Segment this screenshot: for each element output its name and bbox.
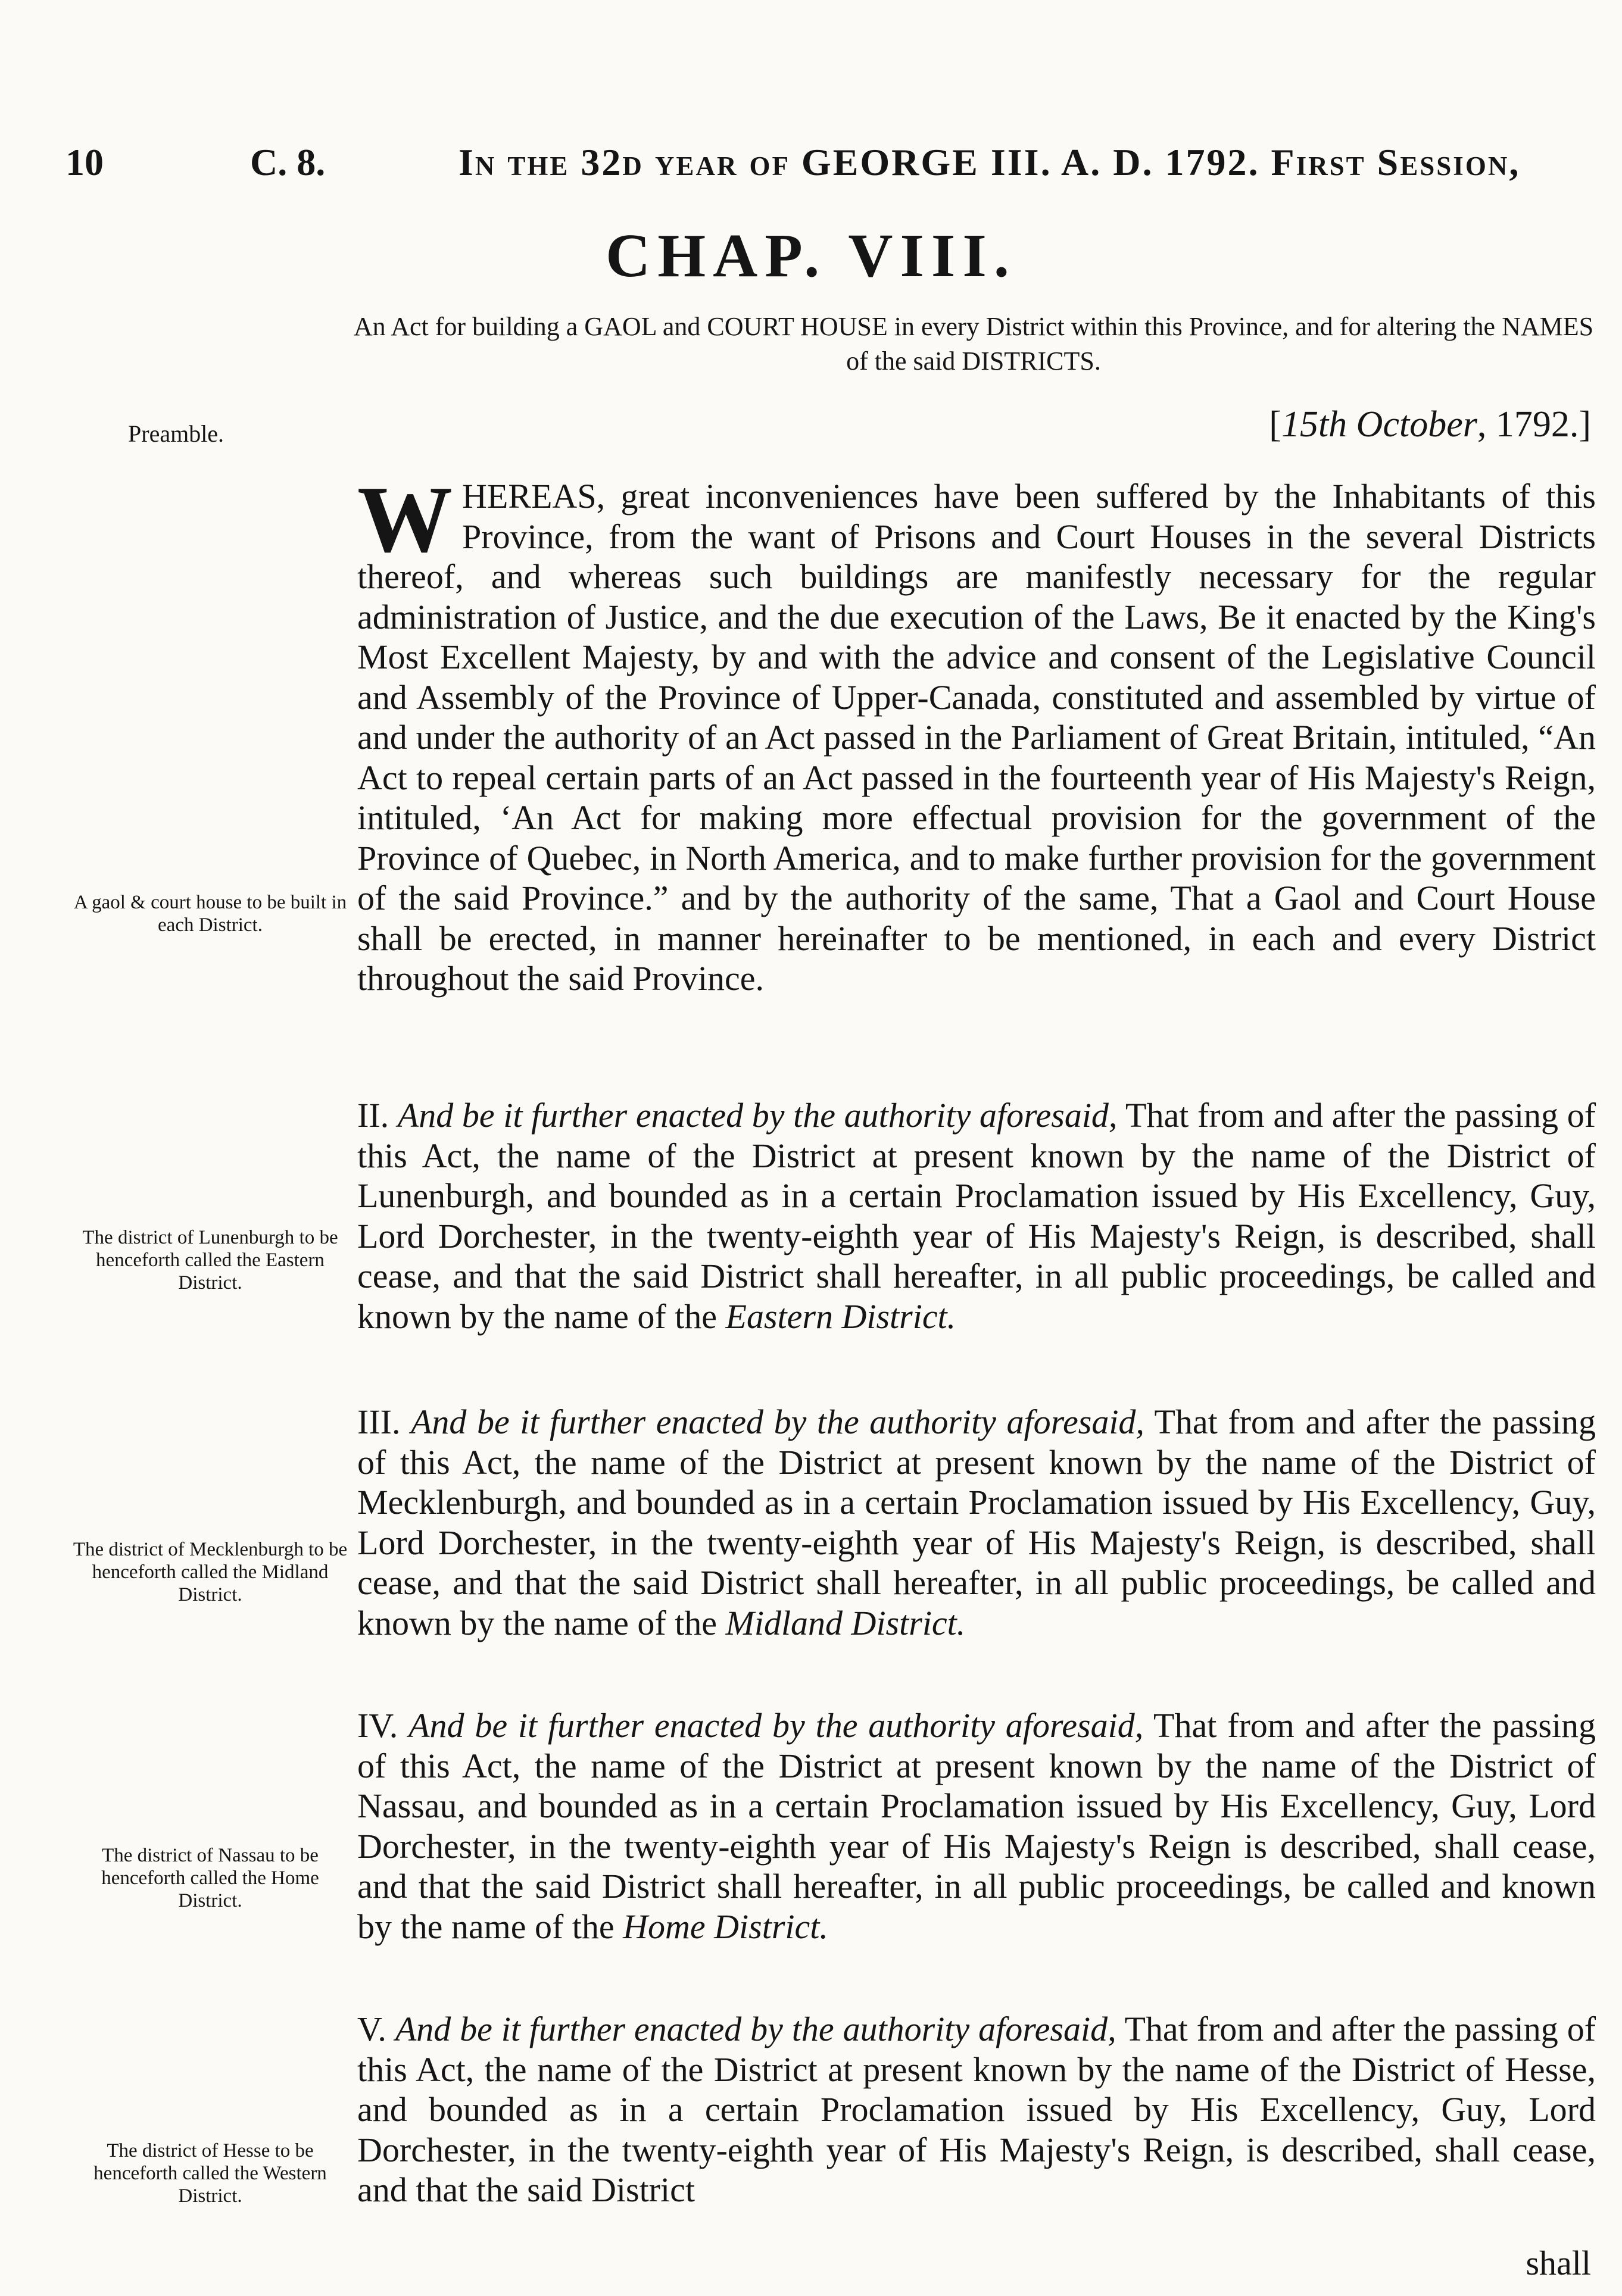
chapter-code: C. 8.	[250, 141, 326, 183]
date-year: , 1792.	[1477, 404, 1579, 445]
page-number: 10	[65, 141, 104, 183]
margin-note-preamble: Preamble.	[128, 420, 224, 447]
enacting-clause: And be it further enacted by the authority aforesaid,	[408, 1706, 1144, 1745]
enacting-clause: And be it further enacted by the authority aforesaid,	[411, 1402, 1144, 1441]
section-text: That from and after the passing of this Act, the name of the District at present known by the name of the District of Hesse, and bounded as in a certain Proclamation issued by His Excellency, Guy, Lord Dorchester, in the twenty-eighth year of His Majesty's Reign, is described, shall cease, and that the said District	[357, 2010, 1596, 2209]
section-text: That from and after the passing of this Act, the name of the District at present known by the name of the District of Mecklenburgh, and bounded as in a certain Proclamation issued by His Excellency, Guy, Lord Dorchester, in the twenty-eighth year of His Majesty's Reign, is described, shall cease, and that the said District shall hereafter, in all public proceedings, be called and known by the name of the	[357, 1402, 1596, 1642]
drop-cap: W	[357, 466, 453, 572]
date-day-month: 15th October	[1281, 404, 1477, 445]
section-2	[357, 1095, 1596, 1336]
district-name: Midland District.	[725, 1603, 966, 1642]
section-number: IV.	[357, 1706, 398, 1745]
running-title: In the 32d year of GEORGE III. A. D. 1792. First Session,	[458, 141, 1521, 183]
section-text: That from and after the passing of this Act, the name of the District at present known by the name of the District of Nassau, and bounded as in a certain Proclamation issued by His Excellency, Guy, Lord Dorchester, in the twenty-eighth year of His Majesty's Reign is described, shall cease, and that the said District shall hereafter, in all public proceedings, be called and known by the name of the	[357, 1706, 1596, 1946]
district-name: Eastern District.	[725, 1297, 956, 1336]
district-name: Home District.	[623, 1907, 828, 1946]
act-title: An Act for building a GAOL and COURT HOUSE in every District within this Province, and for altering the NAMES of the said DISTRICTS.	[353, 312, 1594, 376]
preamble-text: HEREAS, great inconveniences have been suffered by the Inhabitants of this Province, from the want of Prisons and Court Houses in the several Districts thereof, and whereas such buildings are manifestly necessary for the regular administration of Justice, and the due execution of the Laws, Be it enacted by the King's Most Excellent Majesty, by and with the advice and consent of the Legislative Council and Assembly of the Province of Upper-Canada, constituted and assembled by virtue of and under the authority of an Act passed in the Parliament of Great Britain, intituled, “An Act to repeal certain parts of an Act passed in the fourteenth year of His Majesty's Reign, intituled, ‘An Act for making more effectual provision for the government of the Province of Quebec, in North America, and to make further provision for the government of the said Province.” and by the authority of the same, That a Gaol and Court House shall be erected, in manner hereinafter to be mentioned, in each and every District throughout the said Province.	[357, 477, 1596, 998]
margin-note-gaol: A gaol & court house to be built in each District.	[73, 892, 347, 936]
section-text: That from and after the passing of this Act, the name of the District at present known by the name of the District of Lunenburgh, and bounded as in a certain Proclamation issued by His Excellency, Guy, Lord Dorchester, in the twenty-eighth year of His Majesty's Reign, is described, shall cease, and that the said District shall hereafter, in all public proceedings, be called and known by the name of the	[357, 1096, 1596, 1336]
section-3	[357, 1402, 1596, 1643]
section-number: V.	[357, 2010, 386, 2048]
margin-note-hesse: The district of Hesse to be henceforth called the Western District.	[93, 2140, 327, 2207]
margin-note-lunenburgh: The district of Lunenburgh to be henceforth called the Eastern District.	[82, 1227, 338, 1294]
section-5	[357, 2009, 1596, 2253]
running-header	[65, 140, 1596, 188]
enacting-clause: And be it further enacted by the authority aforesaid,	[397, 1096, 1118, 1135]
enacting-clause: And be it further enacted by the authority aforesaid,	[395, 2010, 1116, 2048]
enactment-date: [15th October, 1792.]	[1269, 404, 1591, 445]
catchword: shall	[1526, 2244, 1591, 2282]
section-number: III.	[357, 1402, 401, 1441]
section-number: II.	[357, 1096, 389, 1135]
margin-note-nassau: The district of Nassau to be henceforth called the Home District.	[101, 1845, 319, 1911]
preamble-paragraph	[357, 466, 1596, 999]
margin-note-mecklenburgh: The district of Mecklenburgh to be henceforth called the Midland District.	[73, 1539, 348, 1605]
chapter-title: CHAP. VIII.	[606, 221, 1016, 290]
section-4	[357, 1705, 1596, 1947]
